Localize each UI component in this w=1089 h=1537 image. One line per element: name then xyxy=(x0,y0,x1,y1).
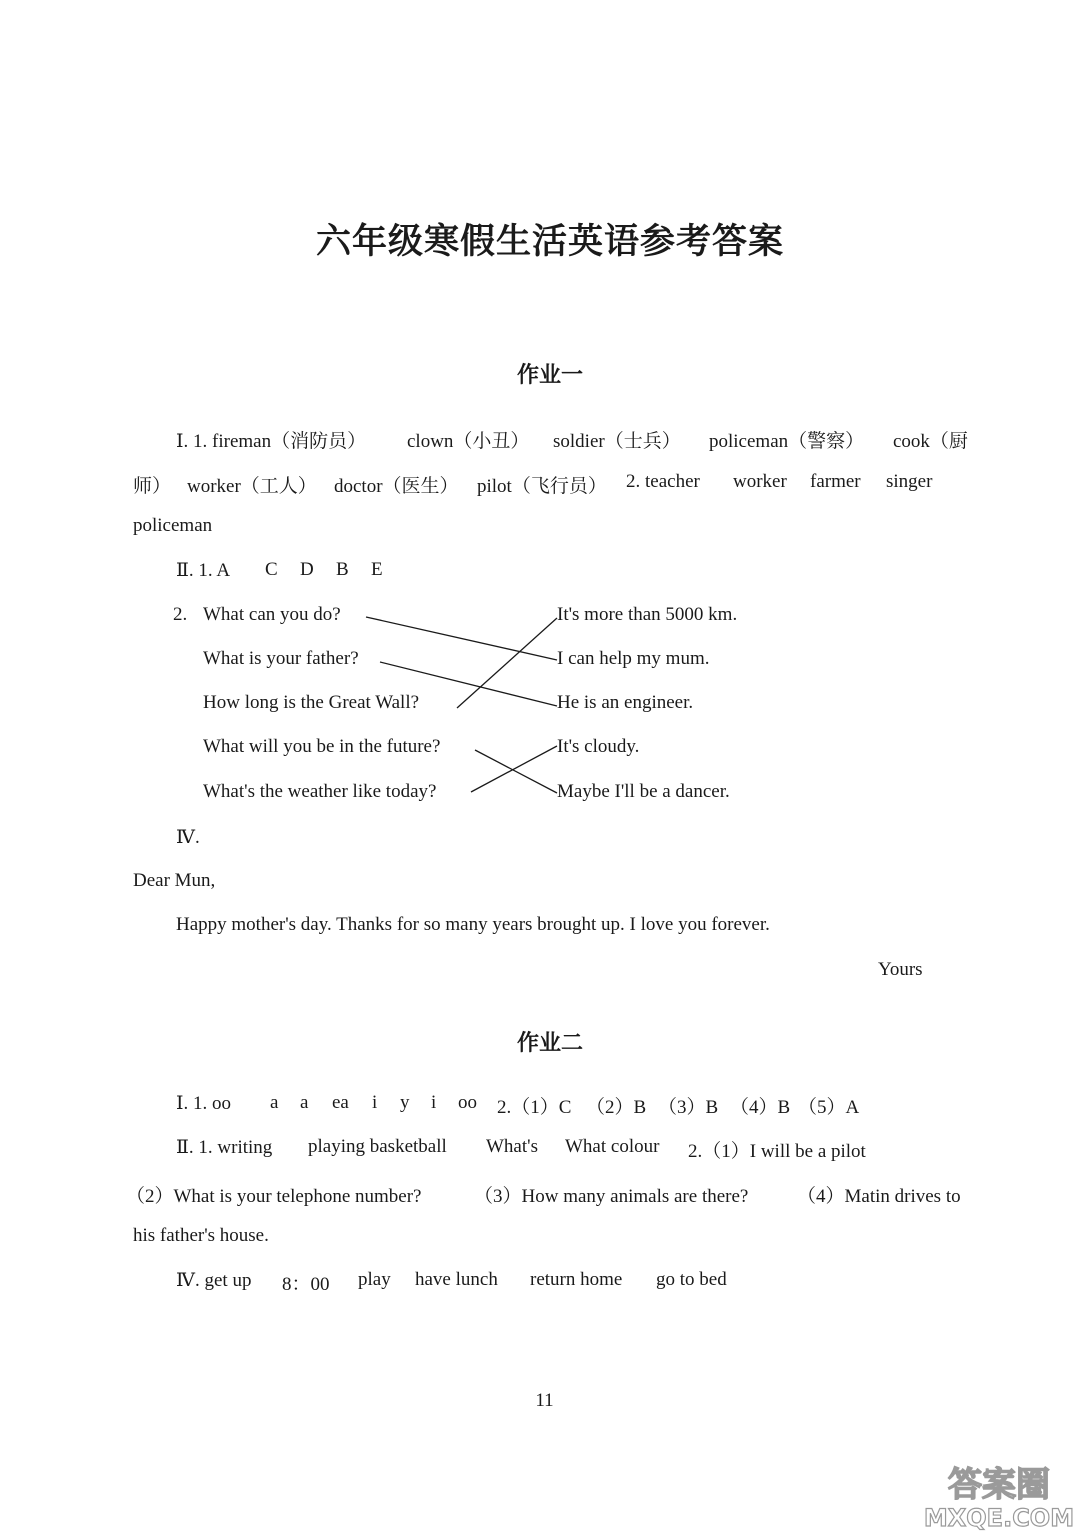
match-answer: I can help my mum. xyxy=(557,648,710,669)
answer-text: a xyxy=(270,1092,279,1113)
answer-text: policeman xyxy=(133,515,213,536)
answer-text: 师） xyxy=(133,476,172,497)
answer-text: 8：00 xyxy=(282,1274,330,1295)
watermark-logo xyxy=(919,1462,1079,1532)
answer-text: playing basketball xyxy=(308,1136,447,1157)
answer-text: What's xyxy=(486,1136,538,1157)
answer-text: （4）Matin drives to xyxy=(797,1186,961,1207)
answer-text: a xyxy=(300,1092,309,1113)
answer-text: （2）What is your telephone number? xyxy=(126,1186,422,1207)
match-line xyxy=(471,746,557,792)
answer-text: clown（小丑） xyxy=(407,431,530,452)
letter-greeting: Dear Mun, xyxy=(133,870,216,891)
answer-text: worker xyxy=(733,471,787,492)
answer-text: policeman（警察） xyxy=(709,431,865,452)
match-question: How long is the Great Wall? xyxy=(203,692,420,713)
answer-text: Ⅰ. 1. oo xyxy=(176,1093,232,1114)
match-line xyxy=(366,617,557,660)
answer-text: i xyxy=(431,1092,437,1113)
watermark-logo-graphic xyxy=(919,1462,1079,1532)
answer-text: （3）B xyxy=(658,1097,719,1118)
match-question: What can you do? xyxy=(203,604,341,625)
answer-text: What colour xyxy=(565,1136,660,1157)
answer-text: his father's house. xyxy=(133,1225,269,1246)
match-line xyxy=(457,618,557,708)
answer-text: 2. teacher xyxy=(626,471,700,492)
answer-text: Ⅱ. 1. A xyxy=(176,560,231,581)
svg-text:MXQE.COM: MXQE.COM xyxy=(923,1504,1075,1532)
answer-text: ea xyxy=(332,1092,349,1113)
answer-text: return home xyxy=(530,1269,623,1290)
match-question: What is your father? xyxy=(203,648,359,669)
answer-text: Ⅰ. 1. fireman（消防员） xyxy=(176,431,367,452)
answer-text: y xyxy=(400,1092,410,1113)
answer-text: farmer xyxy=(810,471,861,492)
part-label: Ⅳ. xyxy=(176,827,200,848)
section-heading-homework-2: 作业二 xyxy=(516,1031,583,1056)
match-line xyxy=(475,750,557,793)
page-number: 11 xyxy=(535,1390,554,1411)
answer-text: pilot（飞行员） xyxy=(477,476,607,497)
match-answer: It's cloudy. xyxy=(557,736,640,757)
answer-text: （2）B xyxy=(586,1097,647,1118)
match-question: What's the weather like today? xyxy=(203,781,437,802)
answer-text: （3）How many animals are there? xyxy=(474,1186,749,1207)
answer-text: （5）A xyxy=(798,1097,860,1118)
match-answer: He is an engineer. xyxy=(557,692,694,713)
answer-text: E xyxy=(371,559,383,580)
answer-text: play xyxy=(358,1269,391,1290)
answer-text: worker（工人） xyxy=(187,476,317,497)
letter-body: Happy mother's day. Thanks for so many years brought up. I love you forever. xyxy=(176,914,770,935)
match-answer: It's more than 5000 km. xyxy=(557,604,738,625)
answer-text: C xyxy=(265,559,278,580)
answer-text: singer xyxy=(886,471,933,492)
answer-text: B xyxy=(336,559,349,580)
letter-signature: Yours xyxy=(878,959,923,980)
match-answer: Maybe I'll be a dancer. xyxy=(557,781,730,802)
answer-text: D xyxy=(300,559,314,580)
answer-text: 2.（1）C xyxy=(497,1097,572,1118)
answer-text: have lunch xyxy=(415,1269,498,1290)
answer-text: oo xyxy=(458,1092,477,1113)
answer-text: 2.（1）I will be a pilot xyxy=(688,1141,866,1162)
answer-text: i xyxy=(372,1092,378,1113)
answer-text: go to bed xyxy=(656,1269,727,1290)
answer-text: Ⅳ. get up xyxy=(176,1270,252,1291)
section-heading-homework-1: 作业一 xyxy=(516,363,583,388)
answer-text: Ⅱ. 1. writing xyxy=(176,1137,273,1158)
question-number: 2. xyxy=(173,604,188,625)
answer-text: doctor（医生） xyxy=(334,476,459,497)
svg-text:答案圈: 答案圈 xyxy=(948,1465,1050,1505)
match-question: What will you be in the future? xyxy=(203,736,441,757)
answer-text: cook（厨 xyxy=(893,431,968,452)
answer-text: soldier（士兵） xyxy=(553,431,681,452)
answer-text: （4）B xyxy=(730,1097,791,1118)
page-title: 六年级寒假生活英语参考答案 xyxy=(315,222,784,261)
